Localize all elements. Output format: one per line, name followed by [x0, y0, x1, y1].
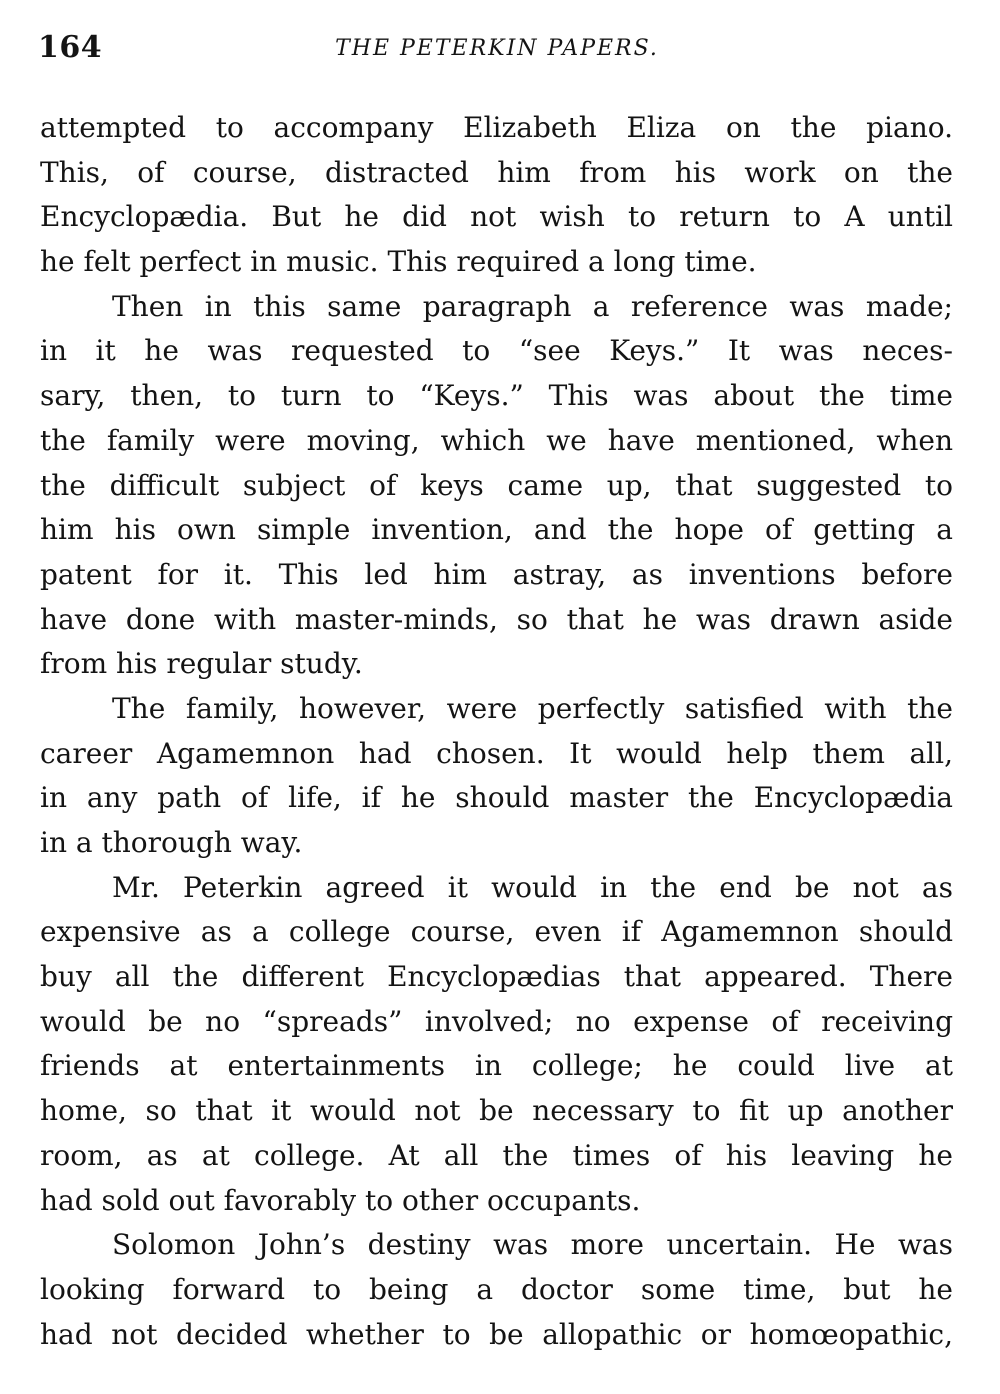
text-line: looking forward to being a doctor some time, but he — [40, 1272, 953, 1306]
text-line: sary, then, to turn to “Keys.” This was about the time — [40, 379, 953, 413]
text-line: he felt perfect in music. This required a long time. — [40, 245, 757, 279]
paragraph-first-line: The family, however, were perfectly satisfied with the — [112, 691, 953, 725]
text-line: This, of course, distracted him from his work on the — [40, 155, 953, 189]
text-line: friends at entertainments in college; he could live at — [40, 1049, 953, 1083]
text-line: home, so that it would not be necessary to fit up another — [40, 1094, 953, 1128]
text-line: Encyclopædia. But he did not wish to return to A until — [40, 200, 953, 234]
text-line: would be no “spreads” involved; no expense of receiving — [40, 1004, 953, 1038]
paragraph-first-line: Solomon John’s destiny was more uncertain. He was — [112, 1228, 953, 1262]
text-line: career Agamemnon had chosen. It would help them all, — [40, 736, 953, 770]
text-line: the difficult subject of keys came up, that suggested to — [40, 468, 953, 502]
text-line: the family were moving, which we have mentioned, when — [40, 423, 953, 457]
text-line: had not decided whether to be allopathic or homœopathic, — [40, 1317, 953, 1351]
text-line: room, as at college. At all the times of his leaving he — [40, 1138, 953, 1172]
text-line: in it he was requested to “see Keys.” It was neces- — [40, 334, 953, 368]
text-line: him his own simple invention, and the hope of getting a — [40, 513, 953, 547]
text-line: patent for it. This led him astray, as inventions before — [40, 557, 953, 591]
text-line: have done with master-minds, so that he was drawn aside — [40, 602, 953, 636]
text-line: expensive as a college course, even if Agamemnon should — [40, 915, 953, 949]
page-header — [38, 30, 956, 74]
text-line: attempted to accompany Elizabeth Eliza on the piano. — [40, 111, 953, 144]
text-line: had sold out favorably to other occupants. — [40, 1183, 641, 1217]
paragraph-first-line: Then in this same paragraph a reference was made; — [112, 289, 953, 323]
page-number: 164 — [38, 30, 103, 65]
text-line: from his regular study. — [40, 647, 363, 681]
text-line: buy all the different Encyclopædias that appeared. There — [40, 960, 953, 994]
body-text — [40, 106, 953, 1357]
text-line: in a thorough way. — [40, 826, 303, 859]
running-title: THE PETERKIN PAPERS. — [335, 36, 659, 61]
paragraph-first-line: Mr. Peterkin agreed it would in the end be not as — [112, 870, 953, 904]
text-line: in any path of life, if he should master the Encyclopædia — [40, 781, 953, 815]
